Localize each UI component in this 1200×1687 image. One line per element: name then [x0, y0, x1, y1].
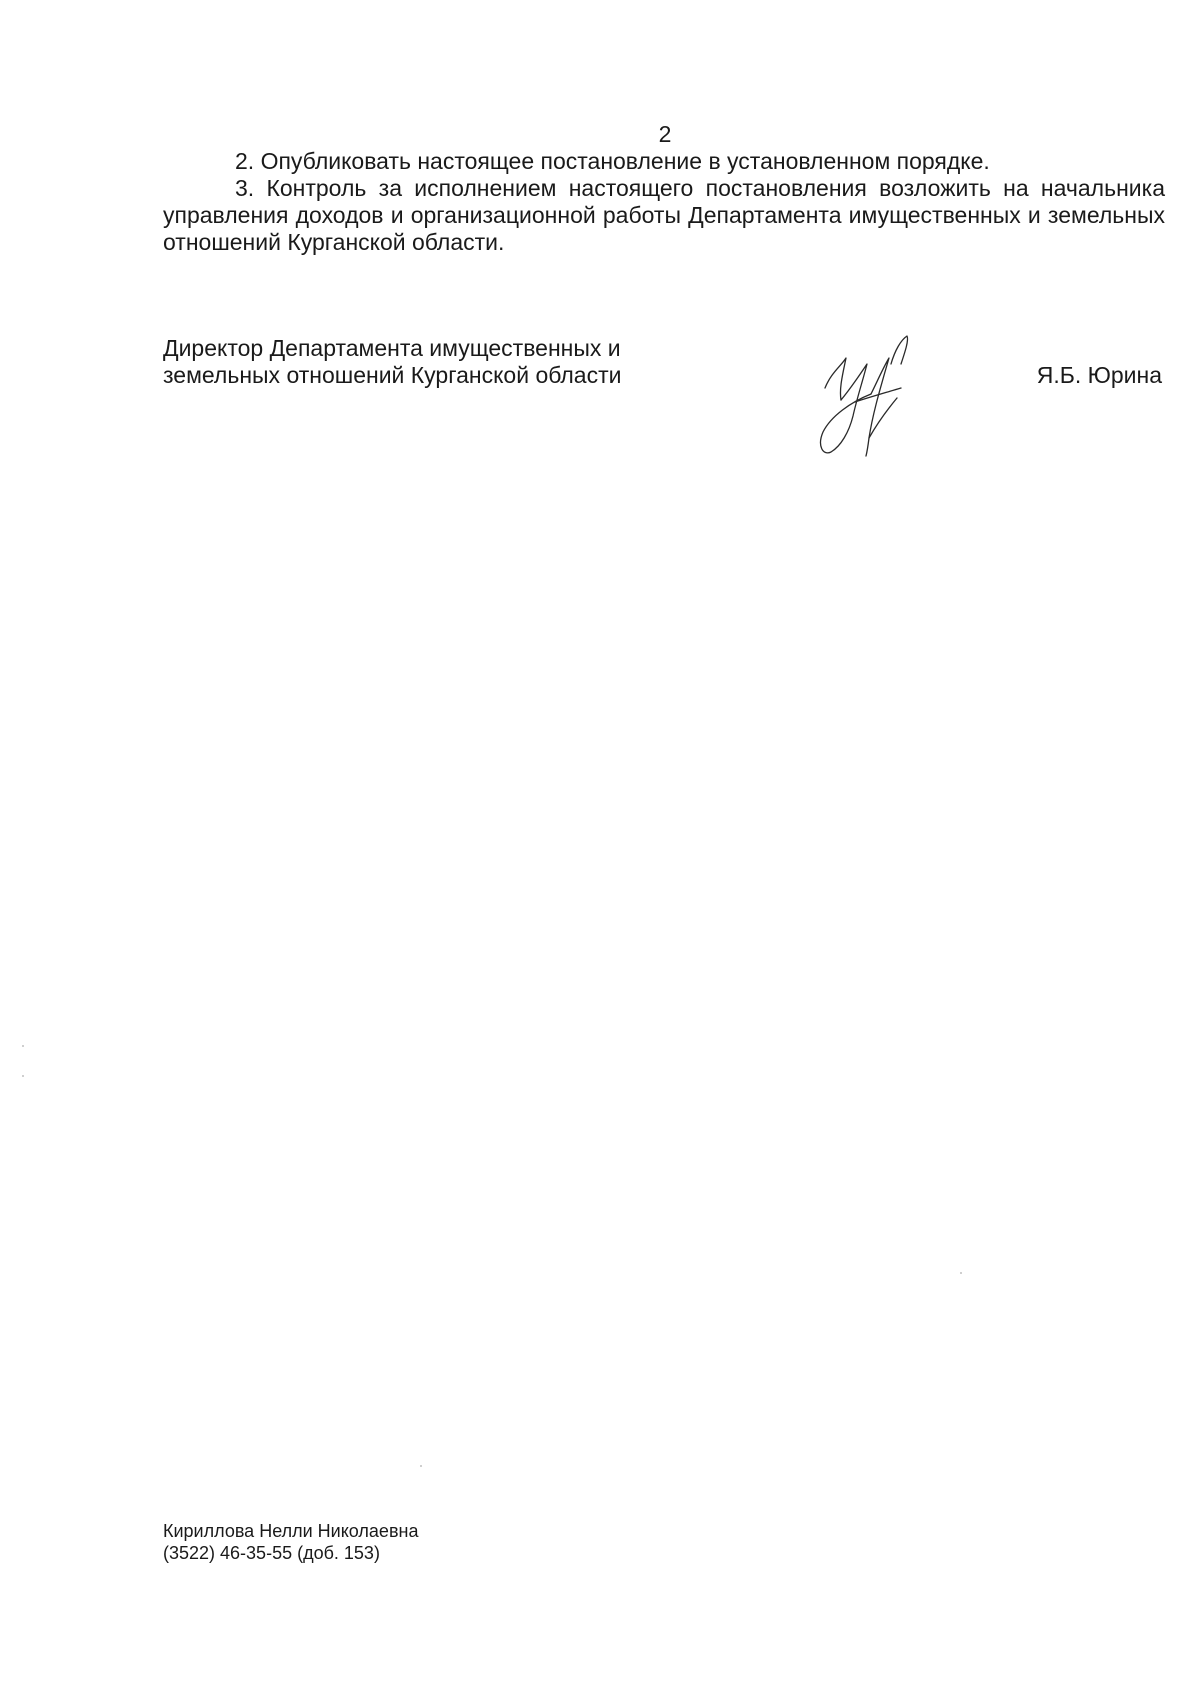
scan-speck — [22, 1075, 24, 1077]
scan-speck — [22, 1045, 24, 1047]
paragraph-control: 3. Контроль за исполнением настоящего постановления возложить на начальника управления доходов и организационной работы Департамента имущественных и земельных отношений Курганской области. — [163, 175, 1165, 255]
contact-phone: (3522) 46-35-55 (доб. 153) — [163, 1543, 380, 1563]
signature-block — [163, 335, 1165, 475]
scan-speck — [960, 1272, 962, 1274]
contact-block — [163, 1520, 663, 1564]
scan-speck — [420, 1465, 422, 1467]
contact-name: Кириллова Нелли Николаевна — [163, 1521, 419, 1541]
signer-position-line-1: Директор Департамента имущественных и — [163, 335, 621, 361]
signer-position-line-2: земельных отношений Курганской области — [163, 362, 622, 388]
handwritten-signature-icon — [811, 328, 921, 463]
page-number: 2 — [658, 121, 672, 147]
paragraph-publication: 2. Опубликовать настоящее постановление в установленном порядке. — [235, 148, 990, 174]
signer-name: Я.Б. Юрина — [1036, 362, 1162, 388]
signer-position — [163, 335, 683, 389]
